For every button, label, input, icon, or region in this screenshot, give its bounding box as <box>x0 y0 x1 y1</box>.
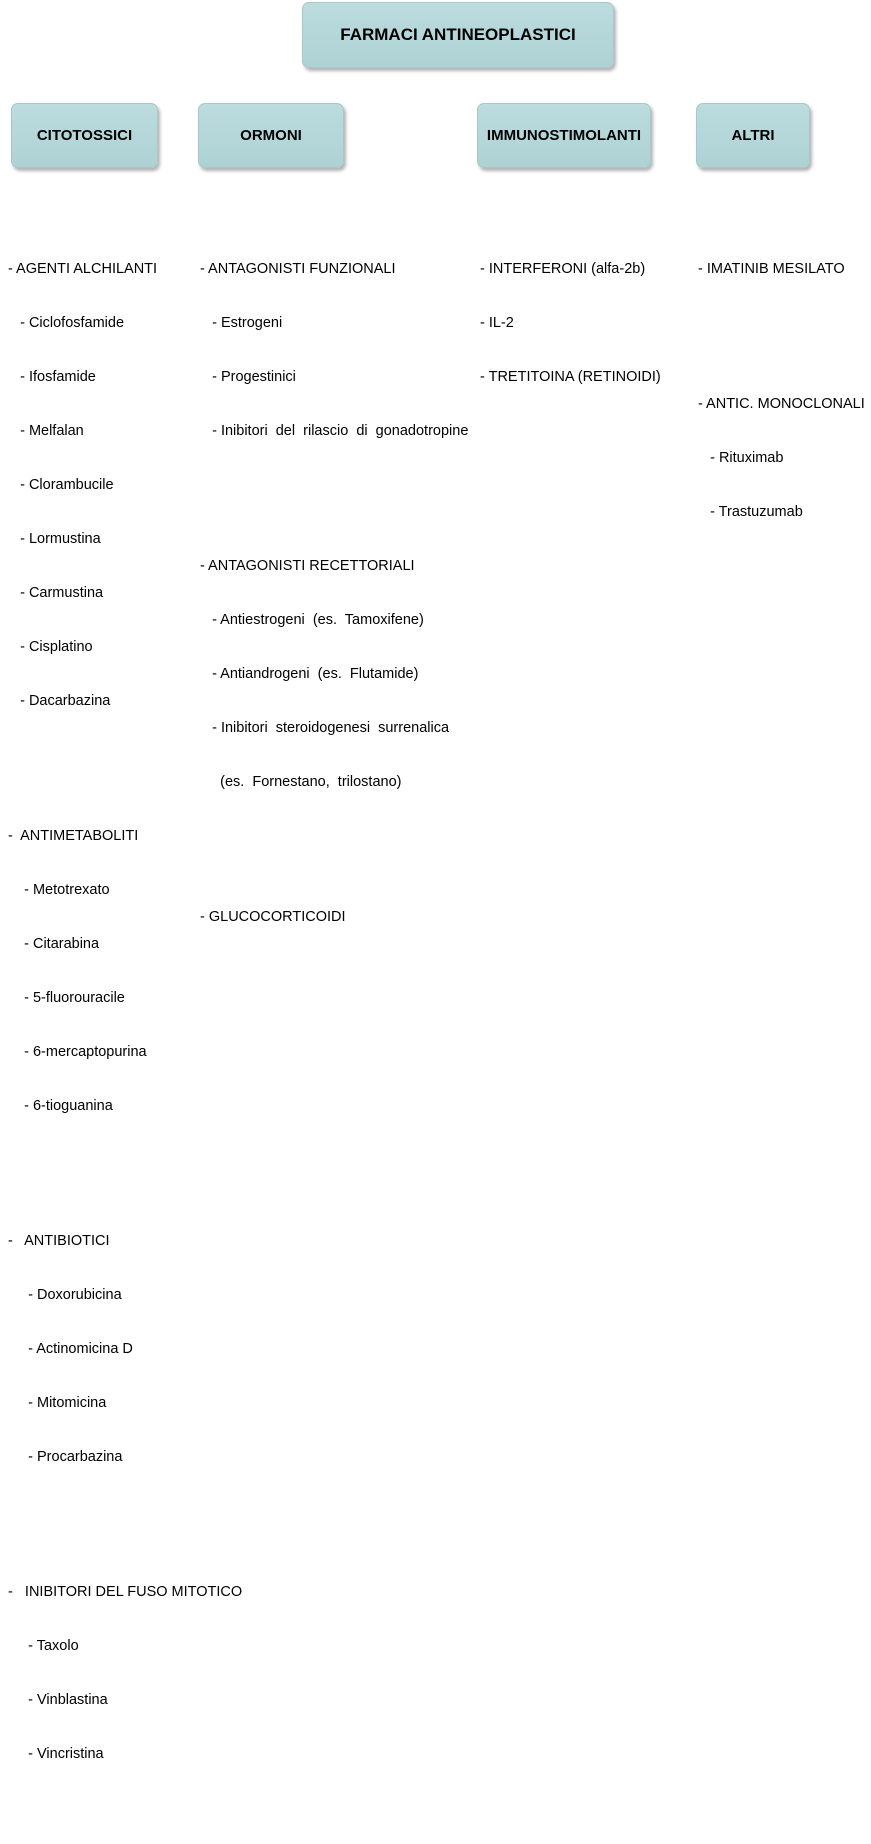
list-immunostimolanti <box>480 188 661 467</box>
group-antibiotici <box>8 1196 242 1502</box>
list-item: - Vincristina <box>8 1746 104 1762</box>
group-heading: - ANTIBIOTICI <box>8 1233 110 1249</box>
list-item: - Progestinici <box>200 369 296 385</box>
list-item: - Actinomicina D <box>8 1341 133 1357</box>
list-item: - Doxorubicina <box>8 1287 122 1303</box>
list-item: - Clorambucile <box>8 477 114 493</box>
category-label: ALTRI <box>731 127 775 144</box>
group-heading: - ANTIC. MONOCLONALI <box>698 396 865 412</box>
list-item: - Carmustina <box>8 585 104 601</box>
group-heading: - GLUCOCORTICOIDI <box>200 909 346 925</box>
category-box-citotossici <box>11 103 158 168</box>
list-item: - Lormustina <box>8 531 101 547</box>
group-antagonisti-recettoriali <box>200 521 468 827</box>
list-item: - 6-tioguanina <box>8 1098 113 1114</box>
list-item: - Antiandrogeni (es. Flutamide) <box>200 666 419 682</box>
list-item: - Estrogeni <box>200 315 283 331</box>
group-inibitori-fuso-mitotico <box>8 1547 242 1799</box>
category-label: IMMUNOSTIMOLANTI <box>486 127 642 144</box>
category-label: CITOTOSSICI <box>36 127 133 144</box>
list-item: - Procarbazina <box>8 1449 123 1465</box>
list-item: - 5-fluorouracile <box>8 990 125 1006</box>
list-item: - Ciclofosfamide <box>8 315 125 331</box>
list-item: - Mitomicina <box>8 1395 107 1411</box>
category-box-immunostimolanti <box>477 103 651 168</box>
list-item: - Taxolo <box>8 1638 79 1654</box>
list-item: - Citarabina <box>8 936 100 952</box>
list-item: - Rituximab <box>698 450 784 466</box>
list-item: - Dacarbazina <box>8 693 111 709</box>
group-heading: - ANTIMETABOLITI <box>8 828 139 844</box>
group-heading: - ANTAGONISTI RECETTORIALI <box>200 558 415 574</box>
list-item: - IL-2 <box>480 315 514 331</box>
list-item: - Metotrexato <box>8 882 110 898</box>
title-box <box>302 2 614 68</box>
list-item: - 6-mercaptopurina <box>8 1044 147 1060</box>
group-immunostimolanti <box>480 224 661 422</box>
list-ormoni <box>200 188 468 1007</box>
list-item: - Ifosfamide <box>8 369 96 385</box>
category-box-ormoni <box>198 103 344 168</box>
list-item: - TRETITOINA (RETINOIDI) <box>480 369 661 385</box>
group-heading: - ANTAGONISTI FUNZIONALI <box>200 261 396 277</box>
group-glucocorticoidi <box>200 872 468 962</box>
list-altri <box>698 188 865 602</box>
group-heading: - INIBITORI DEL FUSO MITOTICO <box>8 1584 243 1600</box>
list-item: - Melfalan <box>8 423 84 439</box>
list-item: - Cisplatino <box>8 639 93 655</box>
category-box-altri <box>696 103 810 168</box>
list-item: - Trastuzumab <box>698 504 803 520</box>
list-item: - Inibitori steroidogenesi surrenalica <box>200 720 450 736</box>
list-item: - Vinblastina <box>8 1692 108 1708</box>
group-heading: - AGENTI ALCHILANTI <box>8 261 158 277</box>
title-label: FARMACI ANTINEOPLASTICI <box>340 25 576 44</box>
group-antic-monoclonali <box>698 359 865 557</box>
list-item: (es. Fornestano, trilostano) <box>200 774 402 790</box>
group-imatinib <box>698 224 865 314</box>
list-item: - Inibitori del rilascio di gonadotropine <box>200 423 469 439</box>
list-item: - Antiestrogeni (es. Tamoxifene) <box>200 612 424 628</box>
group-heading: - INTERFERONI (alfa-2b) <box>480 261 646 277</box>
group-antagonisti-funzionali <box>200 224 468 476</box>
group-heading: - IMATINIB MESILATO <box>698 261 845 277</box>
category-label: ORMONI <box>240 127 302 144</box>
